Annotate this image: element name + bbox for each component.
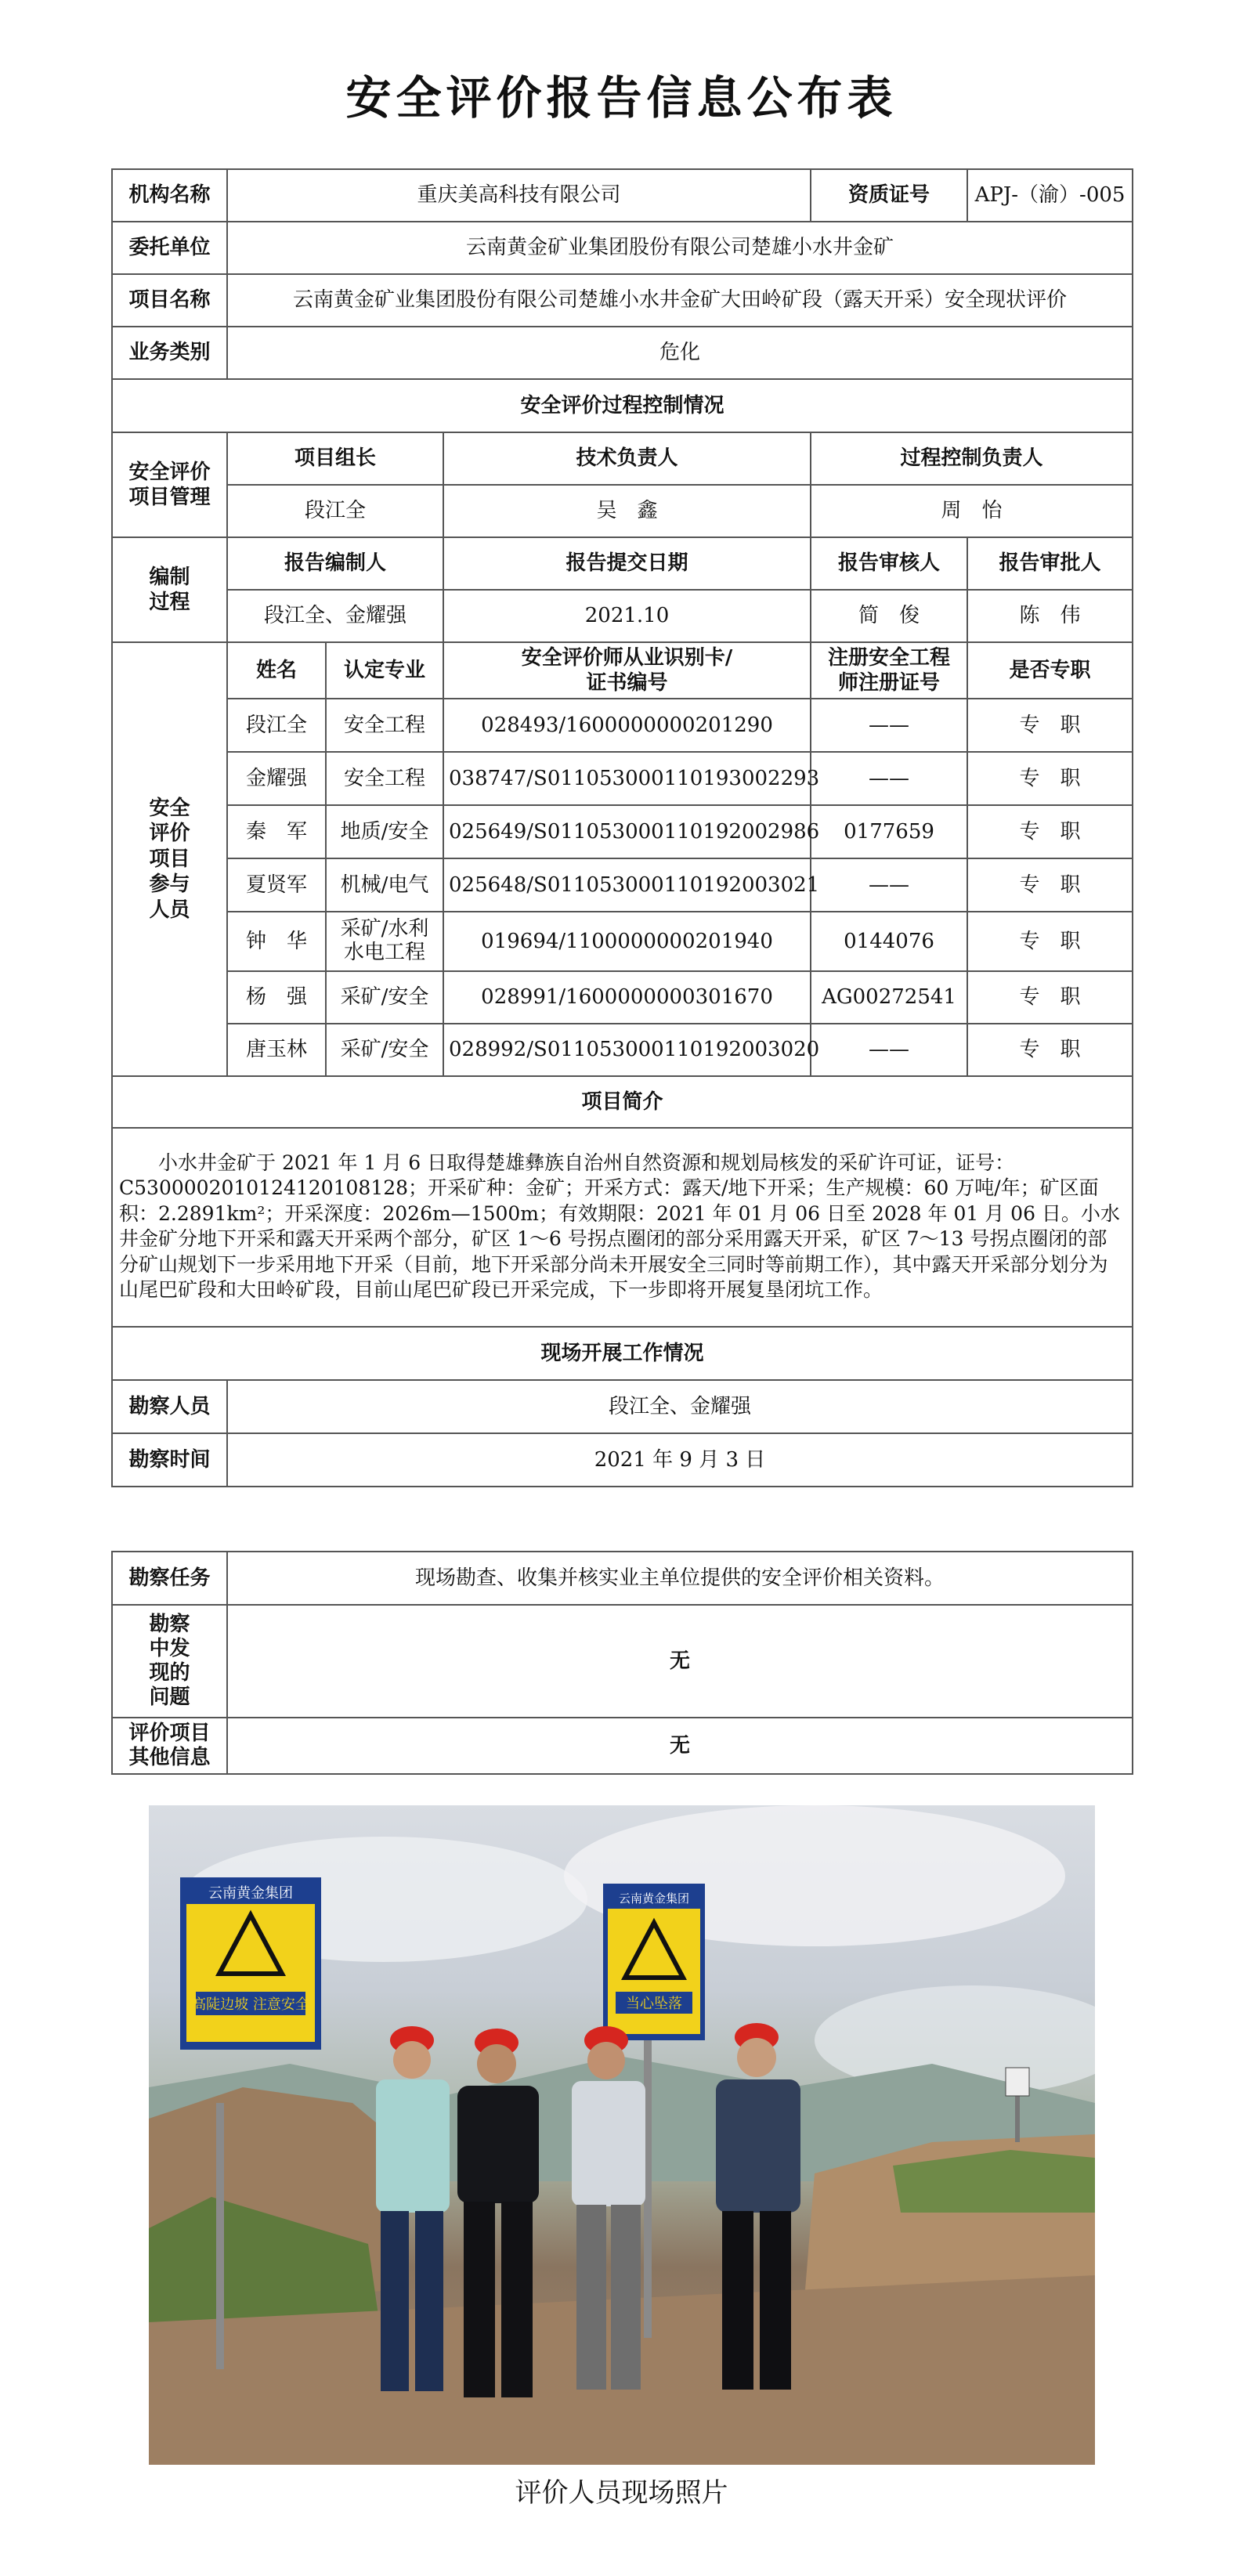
person-fulltime: 专 职: [967, 971, 1133, 1024]
compile-reviewer: 简 俊: [811, 590, 967, 642]
compile-date: 2021.10: [443, 590, 811, 642]
management-leader: 段江全: [227, 485, 443, 537]
sign2-text: 当心坠落: [626, 1996, 682, 2012]
person-card: 028992/S011053000110192003020: [443, 1024, 811, 1076]
person-fulltime: 专 职: [967, 1024, 1133, 1076]
person-fulltime: 专 职: [967, 805, 1133, 858]
person-reg: ——: [811, 1024, 967, 1076]
compile-approver: 陈 伟: [967, 590, 1133, 642]
person-card: 038747/S011053000110193002293: [443, 752, 811, 805]
person-fulltime: 专 职: [967, 912, 1133, 971]
sign1-title: 云南黄金集团: [208, 1885, 293, 1902]
client-value: 云南黄金矿业集团股份有限公司楚雄小水井金矿: [227, 222, 1133, 274]
person-reg: 0177659: [811, 805, 967, 858]
surveyors-value: 段江全、金耀强: [227, 1380, 1133, 1433]
person-reg: ——: [811, 752, 967, 805]
issues-value: 无: [227, 1605, 1133, 1718]
person-name: 段江全: [227, 699, 326, 752]
person-name: 钟 华: [227, 912, 326, 971]
other-info-label: 评价项目 其他信息: [112, 1718, 227, 1774]
person-card: 028991/1600000000301670: [443, 971, 811, 1024]
person-reg: ——: [811, 858, 967, 912]
surveyors-label: 勘察人员: [112, 1380, 227, 1433]
personnel-label: 安全 评价 项目 参与 人员: [112, 642, 227, 1076]
personnel-header-name: 姓名: [227, 642, 326, 699]
sign2-title: 云南黄金集团: [618, 1891, 690, 1906]
intro-header: 项目简介: [112, 1076, 1133, 1128]
management-label: 安全评价 项目管理: [112, 432, 227, 537]
org-label: 机构名称: [112, 169, 227, 222]
person-fulltime: 专 职: [967, 699, 1133, 752]
task-table: [111, 1551, 1133, 1775]
person-major: 采矿/水利 水电工程: [326, 912, 443, 971]
person-name: 金耀强: [227, 752, 326, 805]
business-label: 业务类别: [112, 327, 227, 379]
personnel-header-major: 认定专业: [326, 642, 443, 699]
management-header-process: 过程控制负责人: [811, 432, 1133, 485]
person-card: 019694/1100000000201940: [443, 912, 811, 971]
person-major: 安全工程: [326, 699, 443, 752]
person-name: 夏贤军: [227, 858, 326, 912]
compile-header-reviewer: 报告审核人: [811, 537, 967, 590]
person-reg: 0144076: [811, 912, 967, 971]
cert-value: APJ-（渝）-005: [967, 169, 1133, 222]
person-major: 采矿/安全: [326, 971, 443, 1024]
person-major: 采矿/安全: [326, 1024, 443, 1076]
management-process: 周 怡: [811, 485, 1133, 537]
person-major: 机械/电气: [326, 858, 443, 912]
task-value: 现场勘查、收集并核实业主单位提供的安全评价相关资料。: [227, 1552, 1133, 1605]
compile-author: 段江全、金耀强: [227, 590, 443, 642]
person-card: 025649/S011053000110192002986: [443, 805, 811, 858]
process-section-header: 安全评价过程控制情况: [112, 379, 1133, 432]
person-major: 地质/安全: [326, 805, 443, 858]
site-header: 现场开展工作情况: [112, 1327, 1133, 1380]
other-info-value: 无: [227, 1718, 1133, 1774]
personnel-header-reg: 注册安全工程 师注册证号: [811, 642, 967, 699]
person-fulltime: 专 职: [967, 858, 1133, 912]
project-value: 云南黄金矿业集团股份有限公司楚雄小水井金矿大田岭矿段（露天开采）安全现状评价: [227, 274, 1133, 327]
intro-text: 小水井金矿于 2021 年 1 月 6 日取得楚雄彝族自治州自然资源和规划局核发的采矿许可证，证号：C5300002010124120108128；开采矿种：金矿；开采方式：露天/地下开采；生产规模：60 万吨/年；矿区面积：2.2891km²；开采深度：2026m—1500m；有效期限：2021 年 01 月 06 日至 2028 年 01 月 06 日。小水井金矿分地下开采和露天开采两个部分，矿区 1～6 号拐点圈闭的部分采用露天开采，矿区 7～13 号拐点圈闭的部分矿山规划下一步采用地下开采（目前，地下开采部分尚未开展安全三同时等前期工作），其中露天开采部分划分为山尾巴矿段和大田岭矿段，目前山尾巴矿段已开采完成，下一步即将开展复垦闭坑工作。: [112, 1128, 1133, 1327]
business-value: 危化: [227, 327, 1133, 379]
personnel-header-fulltime: 是否专职: [967, 642, 1133, 699]
person-card: 028493/1600000000201290: [443, 699, 811, 752]
compile-header-approver: 报告审批人: [967, 537, 1133, 590]
management-header-tech: 技术负责人: [443, 432, 811, 485]
personnel-header-card: 安全评价师从业识别卡/ 证书编号: [443, 642, 811, 699]
management-header-leader: 项目组长: [227, 432, 443, 485]
org-value: 重庆美高科技有限公司: [227, 169, 811, 222]
photo-caption: 评价人员现场照片: [515, 2477, 728, 2509]
sign1-text: 高陡边坡 注意安全: [192, 1996, 309, 2013]
project-label: 项目名称: [112, 274, 227, 327]
person-card: 025648/S011053000110192003021: [443, 858, 811, 912]
compile-label: 编制 过程: [112, 537, 227, 642]
task-label: 勘察任务: [112, 1552, 227, 1605]
survey-time-label: 勘察时间: [112, 1433, 227, 1487]
person-name: 杨 强: [227, 971, 326, 1024]
compile-header-author: 报告编制人: [227, 537, 443, 590]
site-photo: [149, 1805, 1095, 2465]
compile-header-date: 报告提交日期: [443, 537, 811, 590]
client-label: 委托单位: [112, 222, 227, 274]
person-name: 唐玉林: [227, 1024, 326, 1076]
management-tech: 吴 鑫: [443, 485, 811, 537]
info-table: [111, 168, 1133, 1487]
survey-time-value: 2021 年 9 月 3 日: [227, 1433, 1133, 1487]
issues-label: 勘察 中发 现的 问题: [112, 1605, 227, 1718]
cert-label: 资质证号: [811, 169, 967, 222]
person-major: 安全工程: [326, 752, 443, 805]
person-fulltime: 专 职: [967, 752, 1133, 805]
person-name: 秦 军: [227, 805, 326, 858]
page-title: 安全评价报告信息公布表: [345, 71, 898, 125]
person-reg: AG00272541: [811, 971, 967, 1024]
person-reg: ——: [811, 699, 967, 752]
